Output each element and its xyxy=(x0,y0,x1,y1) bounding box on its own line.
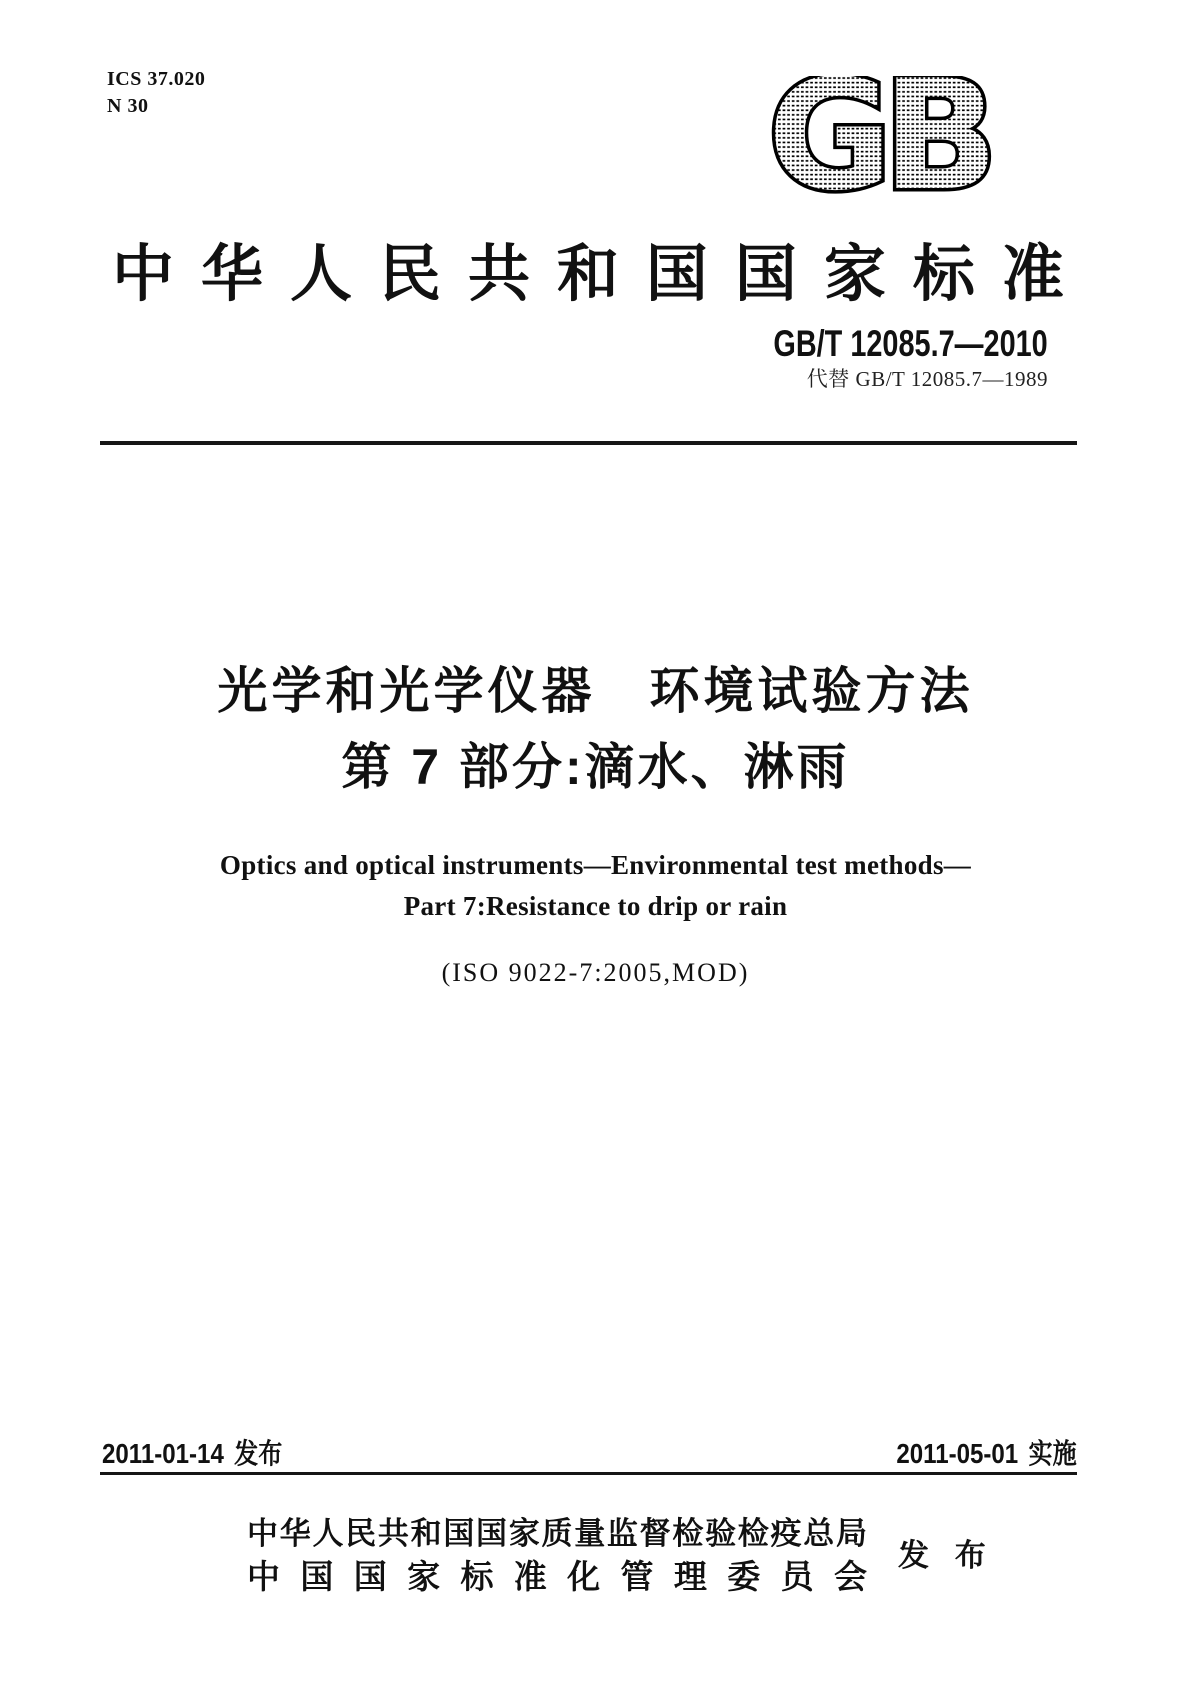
top-divider-rule xyxy=(100,441,1077,445)
publish-label: 发 布 xyxy=(898,1538,986,1573)
implement-date-group xyxy=(897,1438,1077,1470)
issue-date-label: 发布 xyxy=(234,1438,283,1469)
title-en-line1: Optics and optical instruments—Environmental test methods— xyxy=(219,850,972,880)
dates-row xyxy=(102,1438,1077,1470)
ics-classification-block xyxy=(107,66,205,120)
issuer-line1: 中 华 人 民 共 和 国 国 家 质 量 监 督 检 验 检 疫 总 局 xyxy=(247,1515,867,1551)
gb-logo xyxy=(750,76,1006,212)
iso-reference: (ISO 9022-7:2005,MOD) xyxy=(441,958,750,987)
implement-date: 2011-05-01 xyxy=(896,1438,1019,1469)
issuer-block xyxy=(247,1508,867,1596)
implement-date-label: 实施 xyxy=(1028,1438,1077,1469)
issuer-line2: 中 国 国 家 标 准 化 管 理 委 员 会 xyxy=(247,1559,867,1596)
gb-logo-letters: GB xyxy=(767,76,989,212)
standard-number: GB/T 12085.7—2010 xyxy=(773,323,1048,364)
gb-logo-graphic xyxy=(750,76,1006,212)
title-en-line2: Part 7:Resistance to drip or rain xyxy=(403,891,788,921)
title-zh-line2: 第 7 部分:滴水、淋雨 xyxy=(341,739,850,795)
title-zh-line1: 光学和光学仪器 环境试验方法 xyxy=(217,663,974,719)
issue-date: 2011-01-14 xyxy=(102,1438,224,1469)
document-class-code: N 30 xyxy=(107,95,149,117)
issue-date-group xyxy=(102,1438,282,1470)
national-standard-heading: 中 华 人 民 共 和 国 国 家 标 准 xyxy=(112,241,1064,309)
ics-code: ICS 37.020 xyxy=(107,68,206,90)
replaces-note: 代替 GB/T 12085.7—1989 xyxy=(806,367,1048,391)
bottom-divider-rule xyxy=(100,1472,1077,1475)
standard-number-block xyxy=(696,324,1048,392)
